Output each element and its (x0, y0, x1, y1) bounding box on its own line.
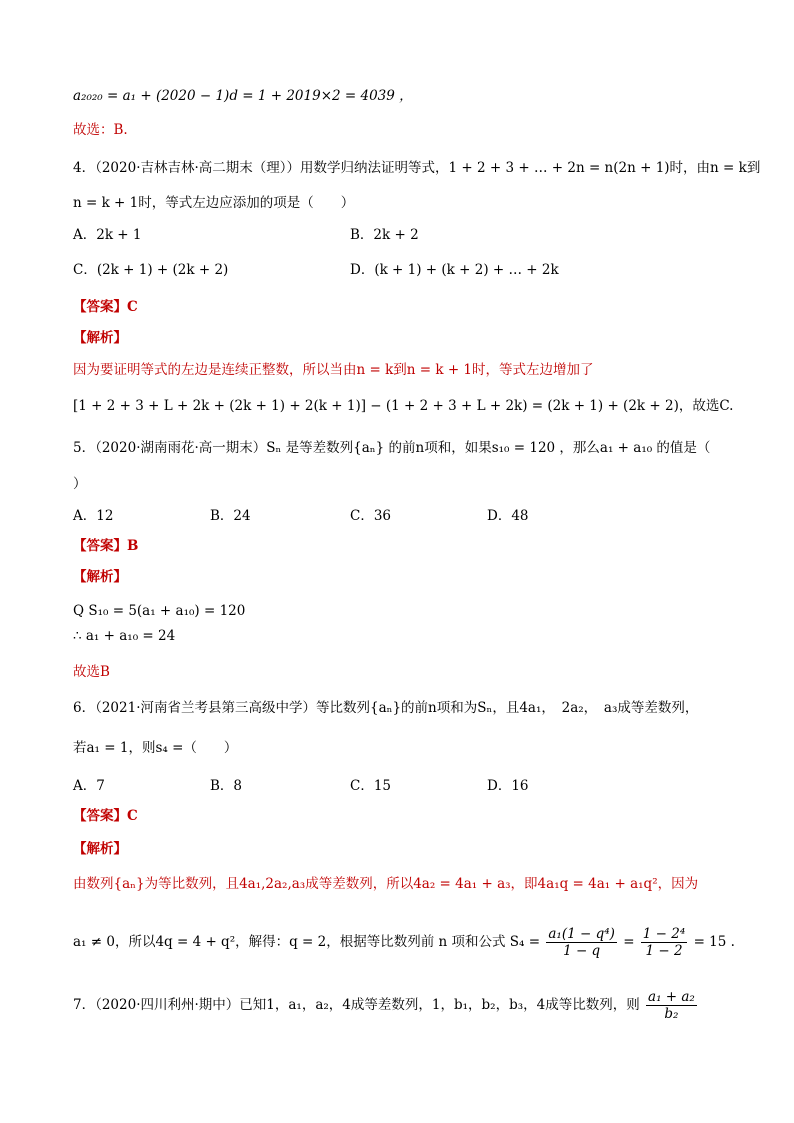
q6-fraction-evaluated (641, 926, 687, 959)
q4-option-d: D．(k + 1) + (k + 2) + … + 2k (350, 262, 559, 278)
q6-fraction-sum-formula (546, 926, 617, 959)
q6-option-c: C．15 (350, 778, 392, 794)
q6-analysis-line2-text: a₁ ≠ 0，所以4q = 4 + q²，解得：q = 2，根据等比数列前 n 项和公式 S₄ = (73, 934, 541, 950)
q5-answer: 【答案】B (73, 538, 139, 554)
q6-option-d: D．16 (487, 778, 529, 794)
q4-option-b: B．2k + 2 (350, 227, 419, 243)
q5-stem-line2: ） (73, 476, 87, 492)
q5-stem-line1: 5．（2020·湖南雨花·高一期末）Sₙ 是等差数列{aₙ} 的前n项和，如果s₁₀ = 120 ，那么a₁ + a₁₀ 的值是（ (73, 440, 711, 456)
q6-analysis-line2 (73, 922, 764, 962)
q4-stem-line1: 4．（2020·吉林吉林·高二期末（理））用数学归纳法证明等式，1 + 2 + 3 + … + 2n = n(2n + 1)时，由n = k到 (73, 160, 761, 176)
q6-answer: 【答案】C (73, 808, 138, 824)
q4-option-c: C．(2k + 1) + (2k + 2) (73, 262, 229, 278)
q4-answer: 【答案】C (73, 299, 138, 315)
q6-stem-line2: 若a₁ = 1，则s₄ =（ ） (73, 740, 238, 756)
q4-option-a: A．2k + 1 (73, 227, 142, 243)
q4-analysis-label: 【解析】 (73, 330, 127, 346)
q4-analysis-line1: 因为要证明等式的左边是连续正整数，所以当由n = k到n = k + 1时，等式左边增加了 (73, 362, 594, 378)
q6-option-b: B．8 (210, 778, 243, 794)
equals-sign: = (623, 934, 635, 950)
fraction-numerator: a₁ + a₂ (648, 989, 695, 1005)
q5-analysis-label: 【解析】 (73, 569, 127, 585)
q4-analysis-line2: [1 + 2 + 3 + L + 2k + (2k + 1) + 2(k + 1)] − (1 + 2 + 3 + L + 2k) = (2k + 1) + (2k + 2)，故选C. (73, 398, 734, 414)
q3-formula: a₂₀₂₀ = a₁ + (2020 − 1)d = 1 + 2019×2 = 4039 ， (73, 88, 413, 104)
fraction-numerator: a₁(1 − q⁴) (548, 926, 615, 942)
q6-analysis-line1: 由数列{aₙ}为等比数列，且4a₁,2a₂,a₃成等差数列，所以4a₂ = 4a₁ + a₃，即4a₁q = 4a₁ + a₁q²，因为 (73, 876, 699, 892)
q7-stem-line1 (73, 985, 764, 1025)
fraction-numerator: 1 − 2⁴ (642, 926, 686, 942)
q6-stem-line1: 6．（2021·河南省兰考县第三高级中学）等比数列{aₙ}的前n项和为Sₙ，且4a₁， 2a₂， a₃成等差数列， (73, 700, 699, 716)
q5-choice: 故选B (73, 664, 110, 680)
q3-choice: 故选：B. (73, 122, 128, 138)
fraction-denominator: 1 − 2 (645, 943, 683, 959)
q6-analysis-label: 【解析】 (73, 841, 127, 857)
q7-stem-text: 7．（2020·四川利州·期中）已知1，a₁，a₂，4成等差数列，1，b₁，b₂，b₃，4成等比数列，则 (73, 997, 640, 1013)
fraction-denominator: b₂ (664, 1006, 679, 1022)
q5-analysis-line1: Q S₁₀ = 5(a₁ + a₁₀) = 120 (73, 603, 246, 619)
q5-analysis-line2: ∴ a₁ + a₁₀ = 24 (73, 628, 176, 644)
q7-fraction (646, 989, 697, 1022)
q5-option-c: C．36 (350, 508, 392, 524)
q6-result: = 15 . (693, 934, 735, 950)
q4-stem-line2: n = k + 1时，等式左边应添加的项是（ ） (73, 195, 355, 211)
fraction-denominator: 1 − q (563, 943, 601, 959)
q5-option-b: B．24 (210, 508, 251, 524)
q6-option-a: A．7 (73, 778, 105, 794)
q5-option-a: A．12 (73, 508, 114, 524)
q5-option-d: D．48 (487, 508, 529, 524)
